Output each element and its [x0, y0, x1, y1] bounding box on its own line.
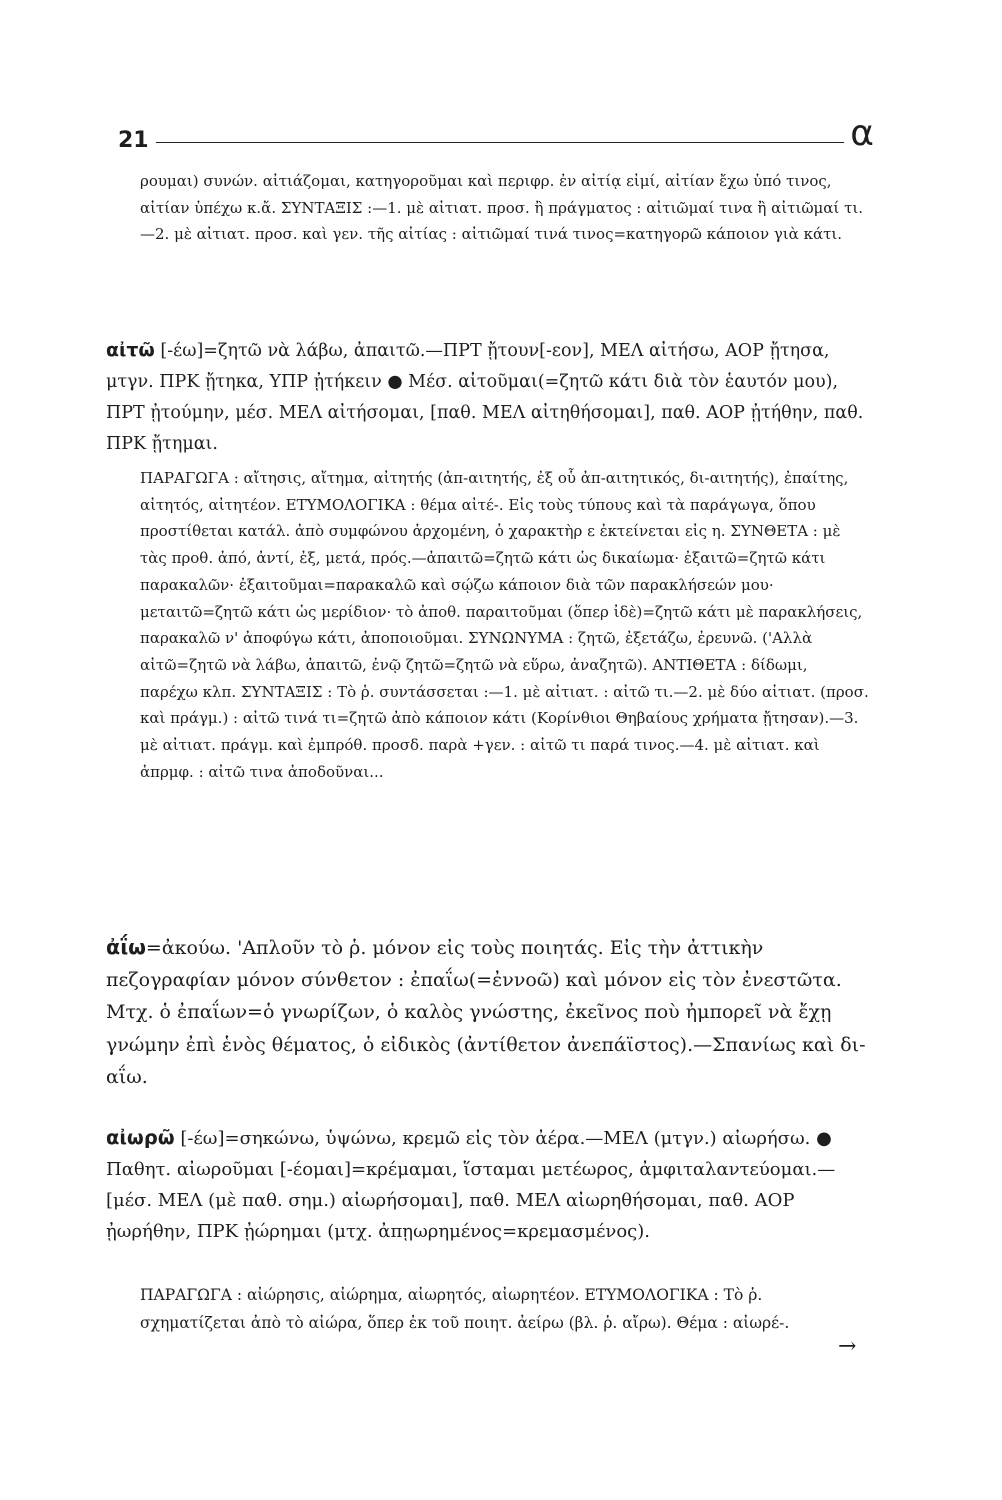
entry-aio-body: =ἀκούω. 'Απλοῦν τὸ ῥ. μόνον εἰς τοὺς ποιητάς. Εἰς τὴν ἀττικὴν πεζογραφίαν μόνον σύνθετον : ἐπαΐω(=ἐννοῶ) καὶ μόνον εἰς τὸν ἐνεστῶτα. Μτχ. ὁ ἐπαΐων=ὁ γνωρίζων, ὁ καλὸς γνώστης, ἐκεῖνος ποὺ ἠμπορεῖ νὰ ἔχῃ γνώμην ἐπὶ ἑνὸς θέματος, ὁ εἰδικὸς (ἀντίθετον ἀνεπάϊστος).—Σπανίως καὶ δι-αΐω.: [106, 937, 866, 1088]
entry-aioro-notes: ΠΑΡΑΓΩΓΑ : αἰώρησις, αἰώρημα, αἰωρητός, αἰωρητέον. ΕΤΥΜΟΛΟΓΙΚΑ : Τὸ ῥ. σχηματίζεται ἀπὸ τὸ αἰώρα, ὅπερ ἐκ τοῦ ποιητ. ἀείρω (βλ. ῥ. αἴρω). Θέμα : αἰωρέ-.: [140, 1286, 790, 1332]
headword-aio: ἀΐω: [106, 935, 146, 959]
page-number: 21: [118, 128, 149, 153]
entry-aioro: [106, 1122, 870, 1247]
entry-aito-body: [-έω]=ζητῶ νὰ λάβω, ἀπαιτῶ.—ΠΡΤ ᾔτουν[-εον], ΜΕΛ αἰτήσω, ΑΟΡ ᾔτησα, μτγν. ΠΡΚ ᾔτηκα, ΥΠΡ ᾐτήκειν ● Μέσ. αἰτοῦμαι(=ζητῶ κάτι διὰ τὸν ἑαυτόν μου), ΠΡΤ ᾐτούμην, μέσ. ΜΕΛ αἰτήσομαι, [παθ. ΜΕΛ αἰτηθήσομαι], παθ. ΑΟΡ ᾐτήθην, παθ. ΠΡΚ ᾔτημαι.: [106, 341, 864, 454]
entry-aito-notes: ΠΑΡΑΓΩΓΑ : αἴτησις, αἴτημα, αἰτητής (ἀπ-αιτητής, ἐξ οὗ ἀπ-αιτητικός, δι-αιτητής), ἐπαίτης, αἰτητός, αἰτητέον. ΕΤΥΜΟΛΟΓΙΚΑ : θέμα αἰτέ-. Εἰς τοὺς τύπους καὶ τὰ παράγωγα, ὅπου προστίθεται κατάλ. ἀπὸ συμφώνου ἀρχομένη, ὁ χαρακτὴρ ε ἐκτείνεται εἰς η. ΣΥΝΘΕΤΑ : μὲ τὰς προθ. ἀπό, ἀντί, ἐξ, μετά, πρός.—ἀπαιτῶ=ζητῶ κάτι ὡς δικαίωμα· ἐξαιτῶ=ζητῶ κάτι παρακαλῶν· ἐξαιτοῦμαι=παρακαλῶ καὶ σῴζω κάποιον διὰ τῶν παρακλήσεών μου· μεταιτῶ=ζητῶ κάτι ὡς μερίδιον· τὸ ἀποθ. παραιτοῦμαι (ὅπερ ἰδὲ)=ζητῶ κάτι μὲ παρακλήσεις, παρακαλῶ ν' ἀποφύγω κάτι, ἀποποιοῦμαι. ΣΥΝΩΝΥΜΑ : ζητῶ, ἐξετάζω, ἐρευνῶ. ('Αλλὰ αἰτῶ=ζητῶ νὰ λάβω, ἀπαιτῶ, ἐνῷ ζητῶ=ζητῶ νὰ εὕρω, ἀναζητῶ). ΑΝΤΙΘΕΤΑ : δίδωμι, παρέχω κλπ. ΣΥΝΤΑΞΙΣ : Τὸ ῥ. συντάσσεται :—1. μὲ αἰτιατ. : αἰτῶ τι.—2. μὲ δύο αἰτιατ. (προσ. καὶ πράγμ.) : αἰτῶ τινά τι=ζητῶ ἀπὸ κάποιον κάτι (Κορίνθιοι Θηβαίους χρήματα ᾔτησαν).—3. μὲ αἰτιατ. πράγμ. καὶ ἐμπρόθ. προσδ. παρὰ +γεν. : αἰτῶ τι παρά τινος.—4. μὲ αἰτιατ. καὶ ἀπρμφ. : αἰτῶ τινα ἀποδοῦναι...: [140, 469, 869, 781]
entry-aio: [106, 931, 870, 1093]
section-letter: α: [850, 113, 874, 154]
page-header: [112, 113, 874, 162]
entry-aioro-body: [-έω]=σηκώνω, ὑψώνω, κρεμῶ εἰς τὸν ἀέρα.—ΜΕΛ (μτγν.) αἰωρήσω. ● Παθητ. αἰωροῦμαι [-έομαι]=κρέμαμαι, ἵσταμαι μετέωρος, ἀμφιταλαντεύομαι.—[μέσ. ΜΕΛ (μὲ παθ. σημ.) αἰωρήσομαι], παθ. ΜΕΛ αἰωρηθήσομαι, παθ. ΑΟΡ ᾐωρήθην, ΠΡΚ ᾐώρημαι (μτχ. ἀπῃωρημένος=κρεμασμένος).: [106, 1128, 836, 1242]
headword-aioro: αἰωρῶ: [106, 1126, 175, 1149]
entry-aito: [106, 335, 870, 460]
headword-aito: αἰτῶ: [106, 339, 155, 361]
header-rule: [156, 142, 844, 143]
continuation-arrow-icon: →: [838, 1334, 857, 1359]
entry-continuation: ρουμαι) συνών. αἰτιάζομαι, κατηγοροῦμαι καὶ περιφρ. ἐν αἰτίᾳ εἰμί, αἰτίαν ἔχω ὑπό τινος, αἰτίαν ὑπέχω κ.ἄ. ΣΥΝΤΑΞΙΣ :—1. μὲ αἰτιατ. προσ. ἢ πράγματος : αἰτιῶμαί τινα ἢ αἰτιῶμαί τι.—2. μὲ αἰτιατ. προσ. καὶ γεν. τῆς αἰτίας : αἰτιῶμαί τινά τινος=κατηγορῶ κάποιον γιὰ κάτι.: [140, 172, 864, 244]
